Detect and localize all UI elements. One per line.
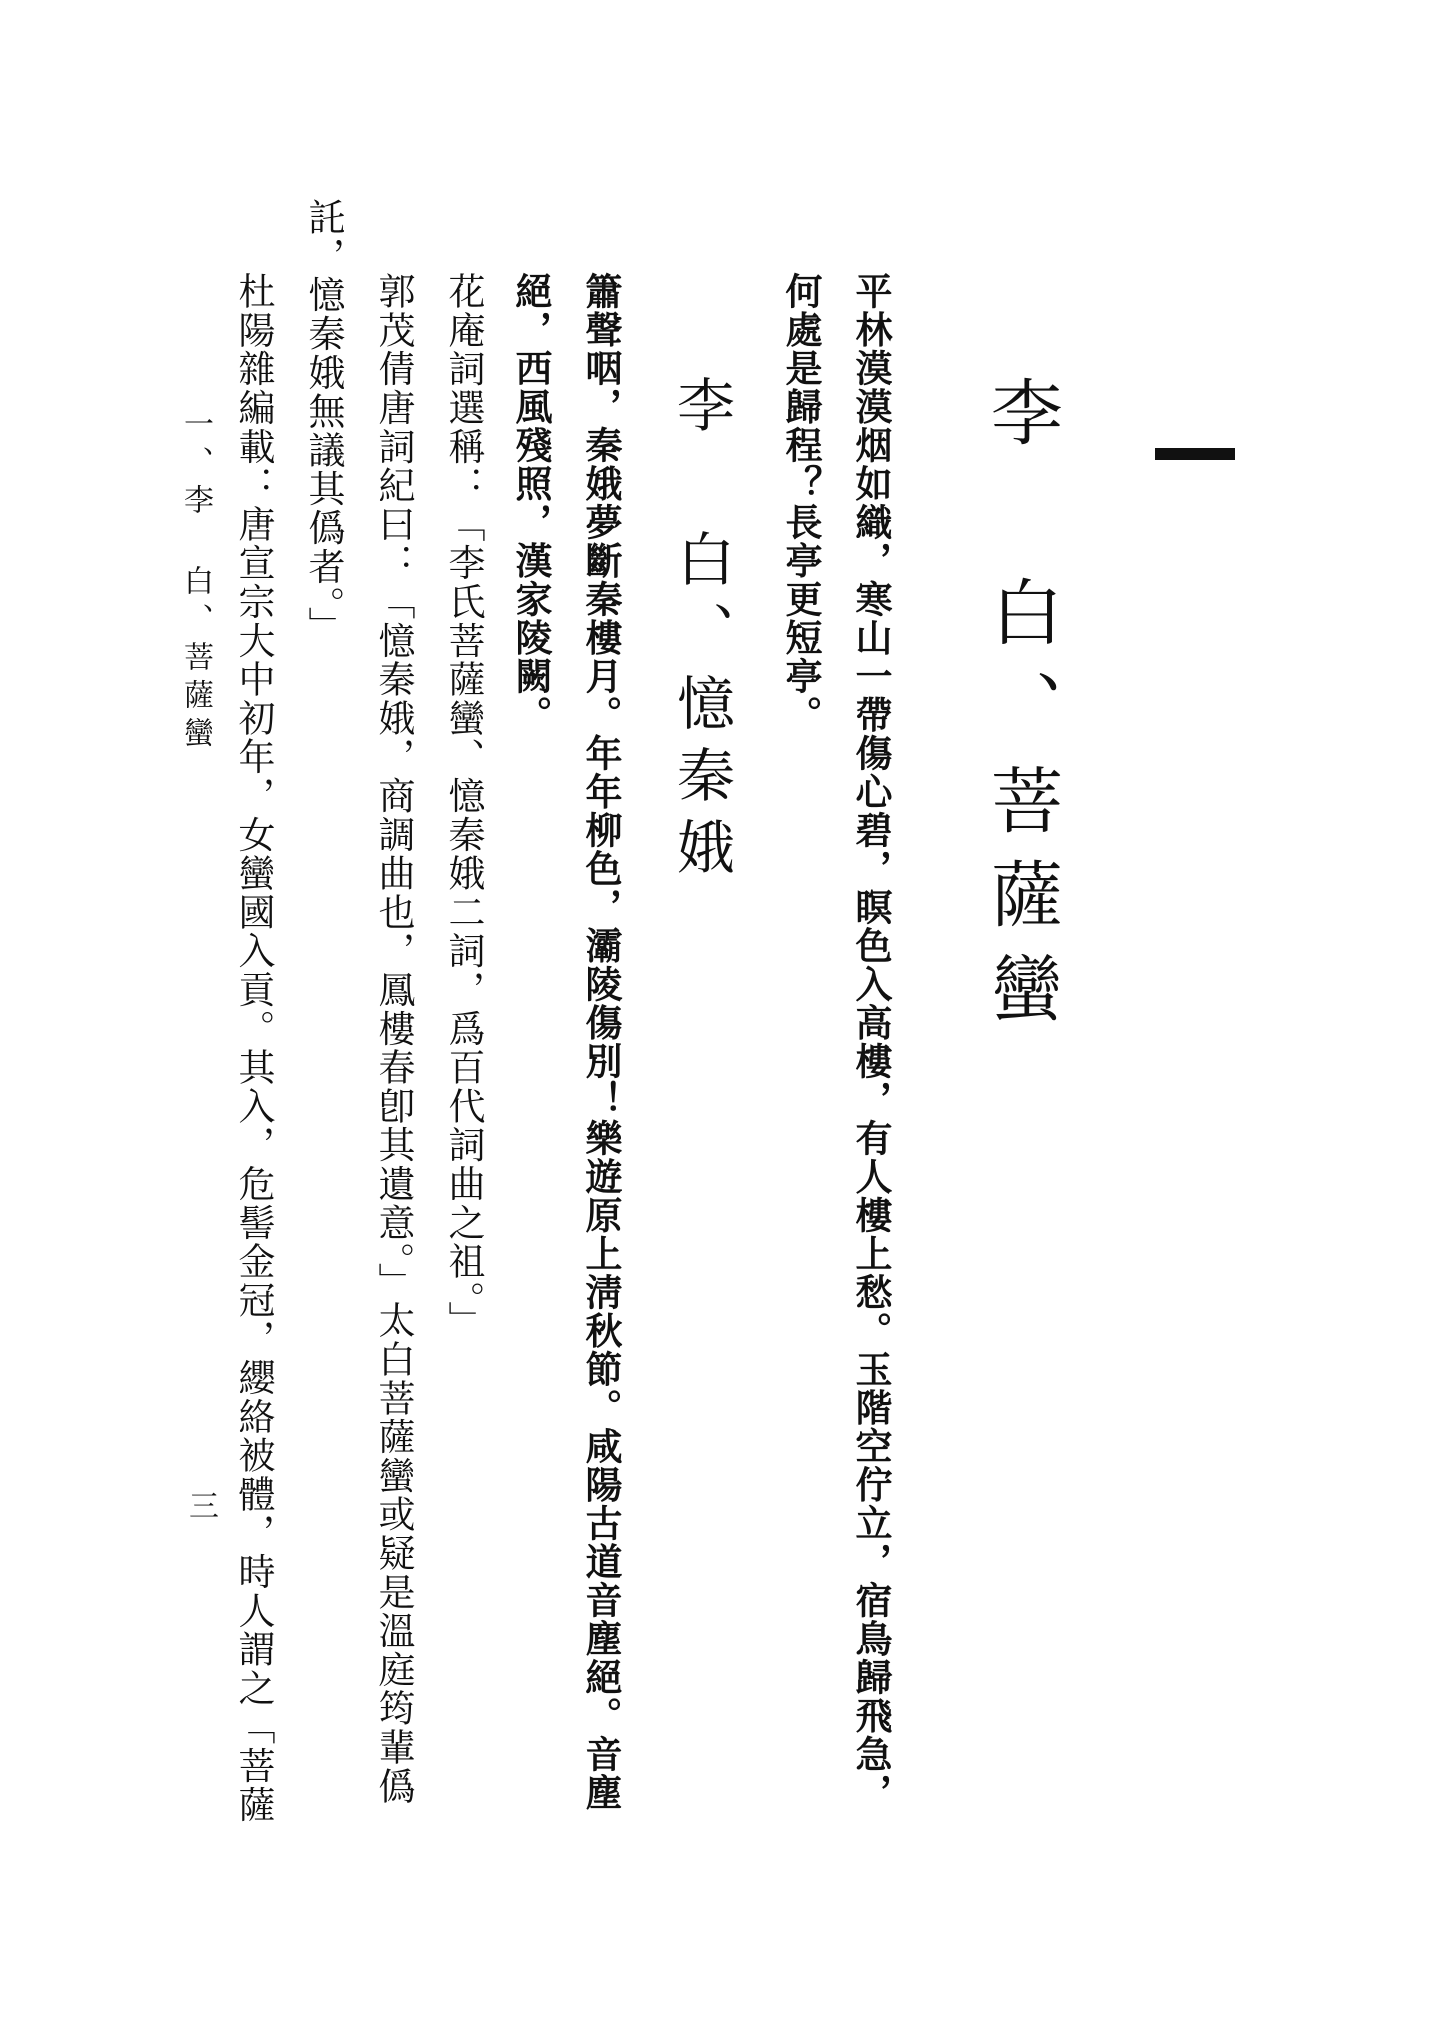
poem-2-line-2: 絕，西風殘照，漢家陵闕。 (509, 272, 553, 734)
poem-1-line-1: 平林漠漠烟如織，寒山一帶傷心碧，瞑色入高樓，有人樓上愁。玉階空佇立，宿鳥歸飛急， (849, 272, 893, 1812)
poem-1-line-2: 何處是歸程？長亭更短亭。 (779, 272, 823, 734)
page-number: 三 (183, 1490, 218, 1520)
note-line-2: 郭茂倩唐詞紀曰：「憶秦娥，商調曲也，鳳樓春卽其遺意。」太白菩薩蠻或疑是溫庭筠輩僞 (372, 272, 415, 1806)
chapter-number-mark (1155, 448, 1235, 460)
running-head: 一、李 白、菩薩蠻 (178, 408, 213, 755)
poem-title-2: 李 白、憶秦娥 (667, 375, 735, 889)
note-line-1: 花庵詞選稱：「李氏菩薩蠻、憶秦娥二詞，爲百代詞曲之祖。」 (442, 272, 485, 1340)
poem-title-1: 李 白、菩薩蠻 (979, 375, 1063, 1045)
note-line-4: 杜陽雜編載：唐宣宗大中初年，女蠻國入貢。其入，危髻金冠，纓絡被體，時人謂之「菩薩 (232, 272, 275, 1824)
poem-2-line-1: 簫聲咽，秦娥夢斷秦樓月。年年柳色，灞陵傷別！樂遊原上淸秋節。咸陽古道音塵絕。音塵 (579, 272, 623, 1812)
note-line-3: 託，憶秦娥無議其僞者。」 (302, 198, 345, 646)
